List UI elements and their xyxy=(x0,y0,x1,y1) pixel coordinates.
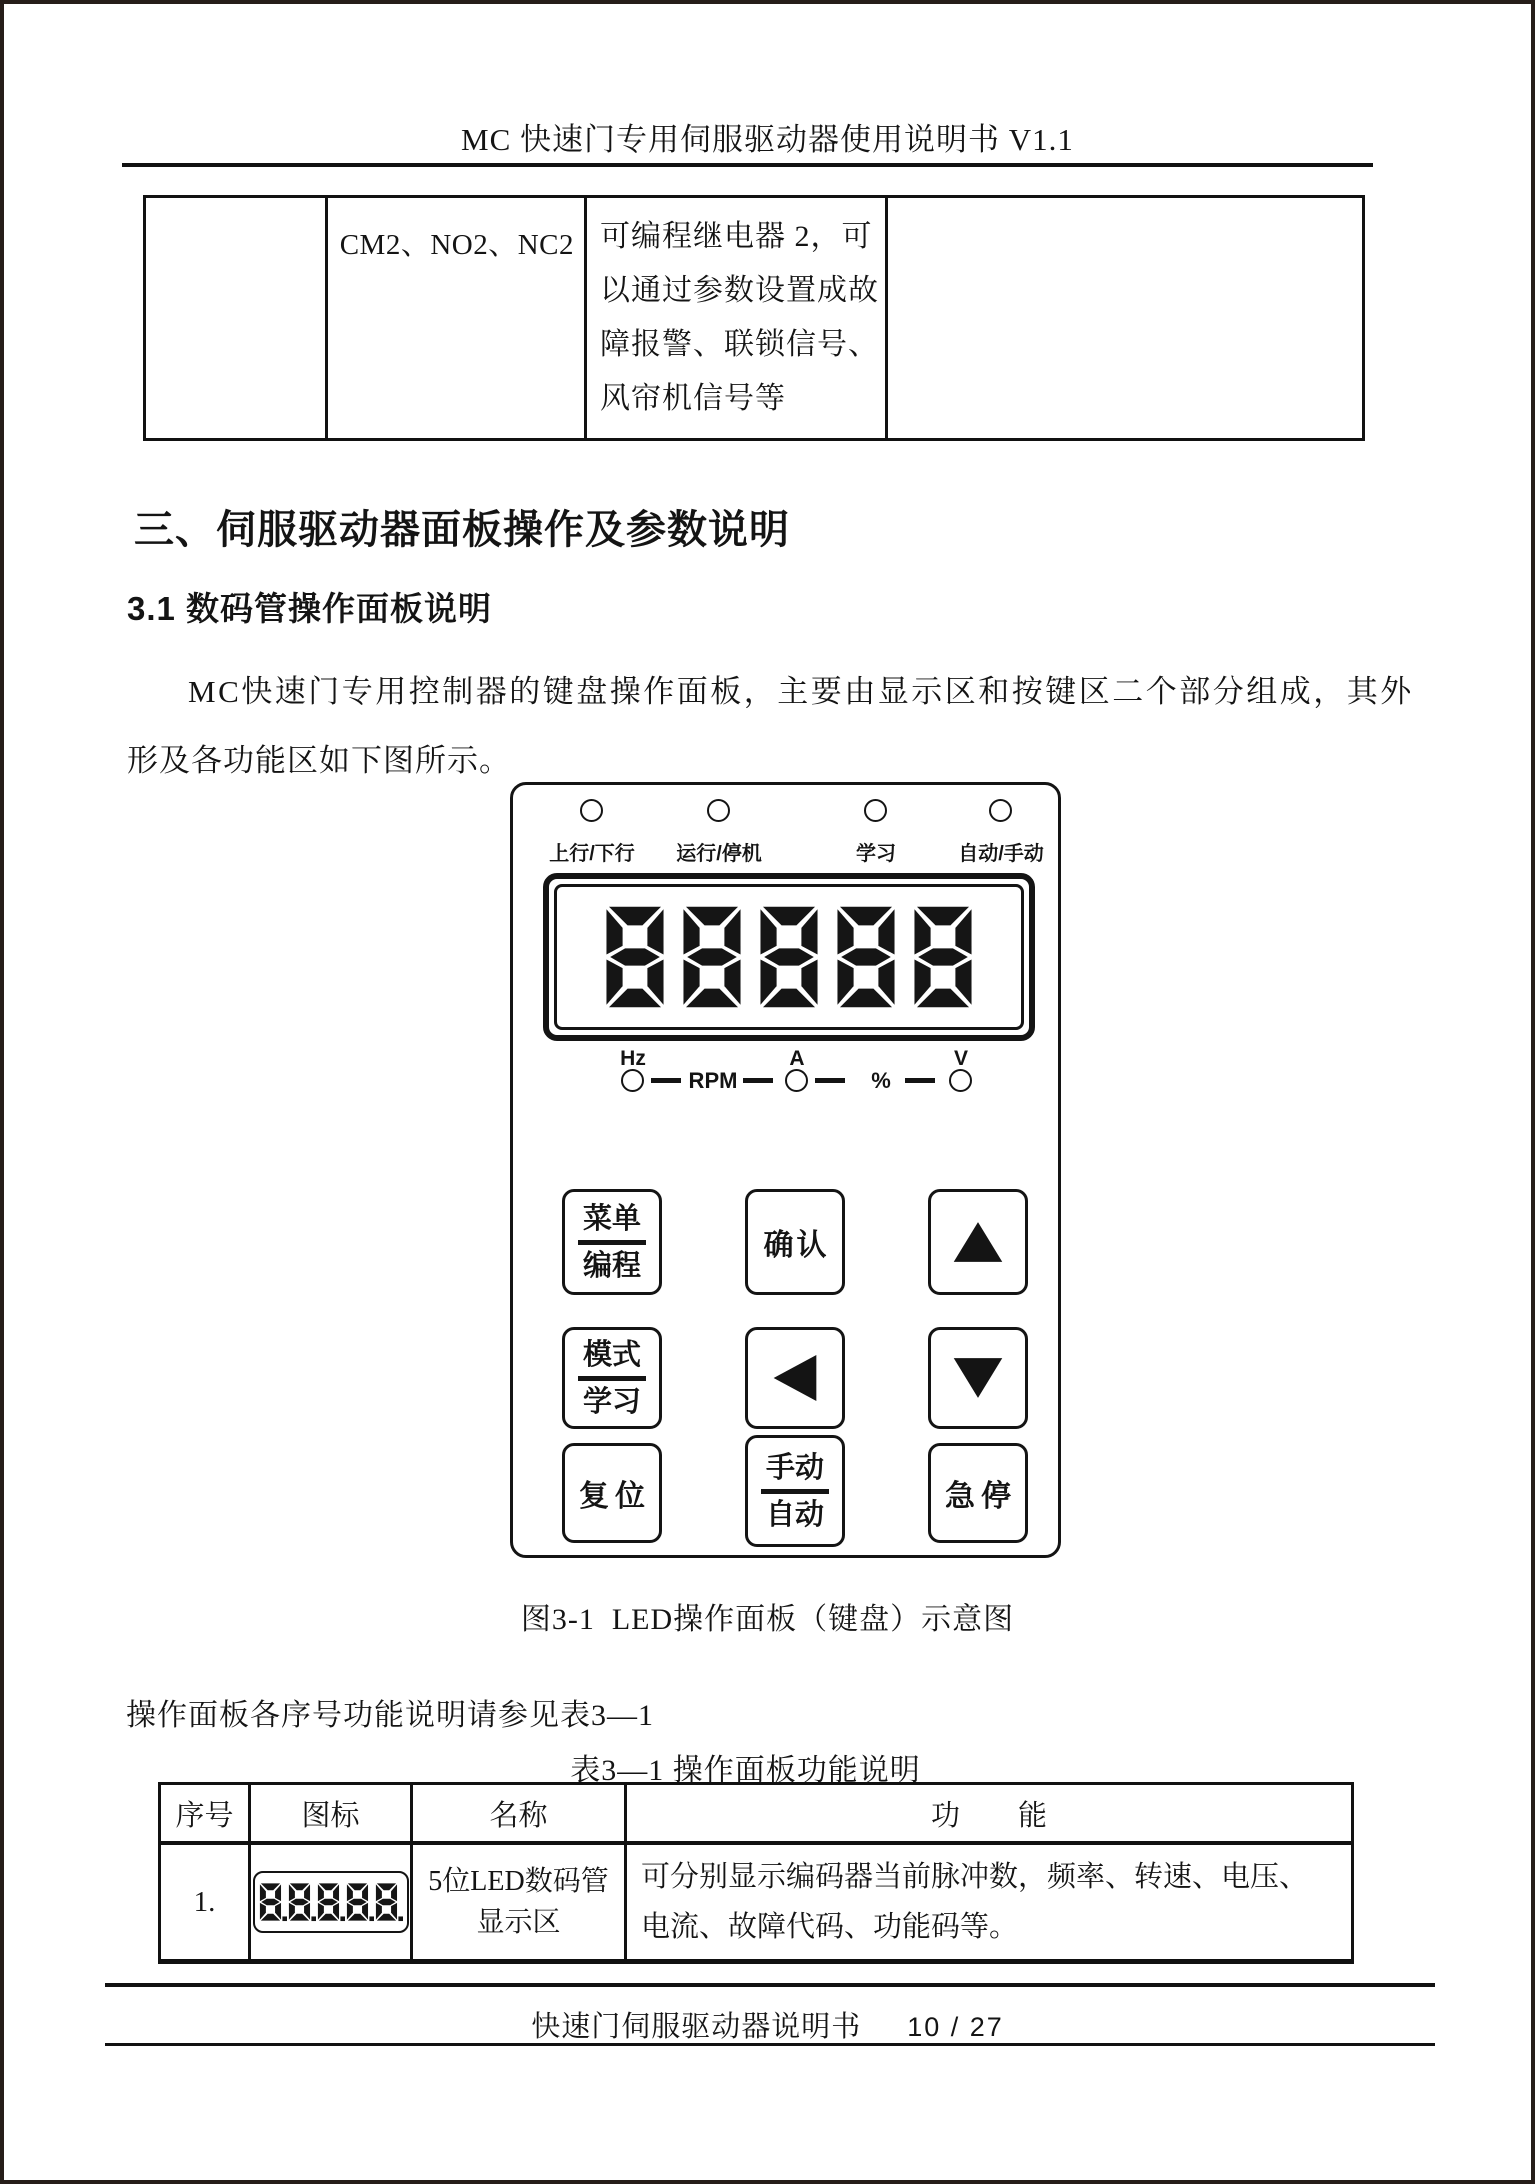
page-header-title: MC 快速门专用伺服驱动器使用说明书 V1.1 xyxy=(461,122,1074,157)
row-cell-function xyxy=(627,1845,1351,1959)
menu-program-button xyxy=(562,1189,662,1295)
led-display xyxy=(543,873,1035,1041)
seven-segment-digit-dp xyxy=(259,1882,287,1922)
indicator-label: 自动/手动 xyxy=(958,843,1044,865)
seven-segment-digit-dp xyxy=(317,1882,345,1922)
row-cell-no: 1. xyxy=(161,1845,251,1959)
indicator-led-auto-manual xyxy=(989,799,1012,822)
up-button xyxy=(928,1189,1028,1295)
button-label: 菜单 xyxy=(578,1198,646,1245)
indicator-led-run-stop xyxy=(707,799,730,822)
table-reference-note: 操作面板各序号功能说明请参见表3—1 xyxy=(126,1699,654,1732)
figure-caption: 图3-1 LED操作面板（键盘）示意图 xyxy=(520,1603,1015,1636)
column-header-name: 名称 xyxy=(413,1785,627,1845)
subsection-heading: 3.1 数码管操作面板说明 xyxy=(127,590,493,627)
footer-doc-name: 快速门伺服驱动器说明书 xyxy=(531,2011,862,2043)
button-label: 学习 xyxy=(582,1385,641,1418)
unit-label-percent: % xyxy=(871,1068,891,1093)
footer-page-number: 10 / 27 xyxy=(907,2012,1004,2042)
section-heading: 三、伺服驱动器面板操作及参数说明 xyxy=(134,508,790,552)
seven-segment-digit-dp xyxy=(288,1882,316,1922)
page-footer xyxy=(0,2004,1535,2045)
indicator-label: 运行/停机 xyxy=(676,843,762,865)
table-cell-empty-right xyxy=(888,198,1362,438)
footer-rule-top xyxy=(105,1983,1435,1987)
button-label: 手动 xyxy=(761,1447,829,1494)
seven-segment-digit xyxy=(758,898,820,1016)
down-button xyxy=(928,1327,1028,1429)
unit-label-a: A xyxy=(789,1047,805,1070)
function-table-caption: 表3—1 操作面板功能说明 xyxy=(570,1754,921,1787)
seven-segment-digit-dp xyxy=(375,1882,403,1922)
name-line: 5位LED数码管 xyxy=(428,1866,609,1897)
unit-label-hz: Hz xyxy=(620,1047,646,1070)
description-line: 风帘机信号等 xyxy=(600,382,786,415)
estop-button: 急停 xyxy=(928,1443,1028,1543)
indicator-led-up-down xyxy=(580,799,603,822)
description-line: 以通过参数设置成故 xyxy=(600,274,879,307)
left-arrow-icon xyxy=(772,1351,818,1405)
table-cell-empty-left xyxy=(146,198,328,438)
column-header-icon: 图标 xyxy=(251,1785,413,1845)
down-arrow-icon xyxy=(952,1356,1004,1400)
paragraph-line: 形及各功能区如下图所示。 xyxy=(127,743,511,778)
panel-function-table xyxy=(158,1782,1354,1964)
footer-rule-bottom xyxy=(105,2043,1435,2046)
keypad-panel-diagram xyxy=(510,782,1061,1558)
led-display-icon xyxy=(253,1871,409,1933)
table-cell-terminal-description xyxy=(587,198,888,438)
terminal-table-continuation xyxy=(143,195,1365,441)
unit-dash xyxy=(905,1078,935,1083)
confirm-button: 确认 xyxy=(745,1189,845,1295)
name-line: 显示区 xyxy=(476,1907,561,1938)
mode-learn-button xyxy=(562,1327,662,1429)
unit-label-rpm: RPM xyxy=(688,1068,738,1093)
function-line: 电流、故障代码、功能码等。 xyxy=(641,1911,1019,1943)
led-display-digits xyxy=(554,884,1024,1030)
seven-segment-digit xyxy=(604,898,666,1016)
up-arrow-icon xyxy=(952,1220,1004,1264)
column-header-no: 序号 xyxy=(161,1785,251,1845)
seven-segment-digit xyxy=(912,898,974,1016)
reset-button: 复位 xyxy=(562,1443,662,1543)
column-header-function-text: 功 能 xyxy=(930,1799,1047,1832)
indicator-led-learn xyxy=(864,799,887,822)
function-line: 可分别显示编码器当前脉冲数，频率、转速、电压、 xyxy=(641,1861,1309,1893)
row-cell-name xyxy=(413,1845,627,1959)
button-label: 编程 xyxy=(582,1249,641,1282)
indicator-label: 上行/下行 xyxy=(549,843,635,865)
seven-segment-digit xyxy=(835,898,897,1016)
description-line: 障报警、联锁信号、 xyxy=(600,328,879,361)
left-button xyxy=(745,1327,845,1429)
unit-led-hz-rpm xyxy=(621,1069,644,1092)
column-header-function xyxy=(627,1785,1351,1845)
indicator-label: 学习 xyxy=(856,843,896,865)
button-label: 模式 xyxy=(578,1334,646,1381)
paragraph-line: MC快速门专用控制器的键盘操作面板，主要由显示区和按键区二个部分组成，其外 xyxy=(188,674,1414,709)
unit-dash xyxy=(815,1078,845,1083)
unit-dash xyxy=(743,1078,773,1083)
header-rule xyxy=(122,163,1373,167)
seven-segment-digit-dp xyxy=(346,1882,374,1922)
unit-label-v: V xyxy=(953,1047,969,1070)
unit-dash xyxy=(651,1078,681,1083)
description-line: 可编程继电器 2，可 xyxy=(600,220,873,253)
seven-segment-digit xyxy=(681,898,743,1016)
unit-led-a-percent xyxy=(785,1069,808,1092)
table-cell-terminal-names: CM2、NO2、NC2 xyxy=(328,198,587,438)
manual-auto-button xyxy=(745,1435,845,1547)
unit-led-v xyxy=(949,1069,972,1092)
row-cell-icon xyxy=(251,1845,413,1959)
button-label: 自动 xyxy=(765,1498,824,1531)
